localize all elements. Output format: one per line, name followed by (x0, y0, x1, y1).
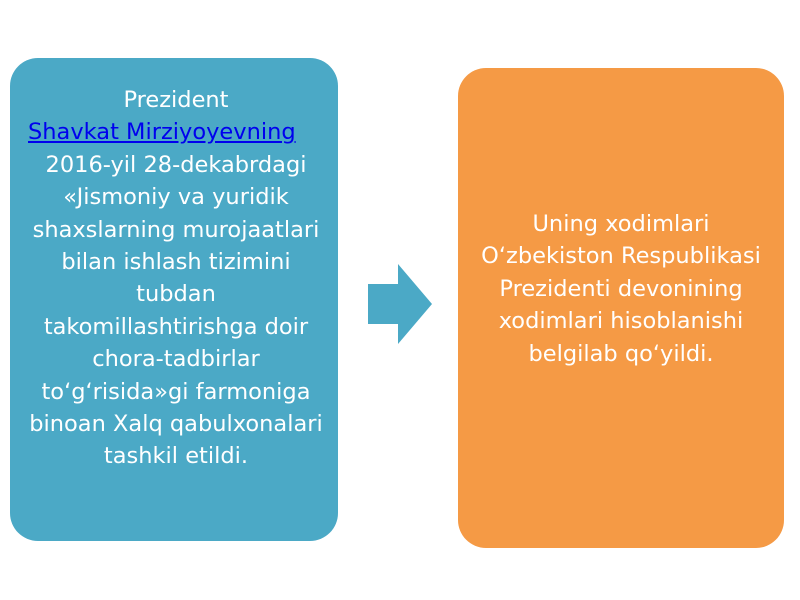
right-card-text: Uning xodimlari O‘zbekiston Respublikasi Prezidenti devonining xodimlari hisoblanishi belgilab qo‘yildi. (481, 211, 761, 367)
left-info-card (10, 58, 338, 541)
left-card-prefix: Prezident (123, 87, 229, 113)
left-card-body: 2016-yil 28-dekabrdagi «Jismoniy va yuridik shaxslarning murojaatlari bilan ishlash tizimini tubdan takomillashtirishga doir chora-tadbirlar to‘g‘risida»gi farmoniga binoan Xalq qabulxonalari tashkil etildi. (29, 151, 323, 470)
president-name-link[interactable]: Shavkat Mirziyoyevning (28, 119, 296, 146)
right-arrow-icon (368, 264, 432, 344)
right-info-card (458, 68, 784, 548)
